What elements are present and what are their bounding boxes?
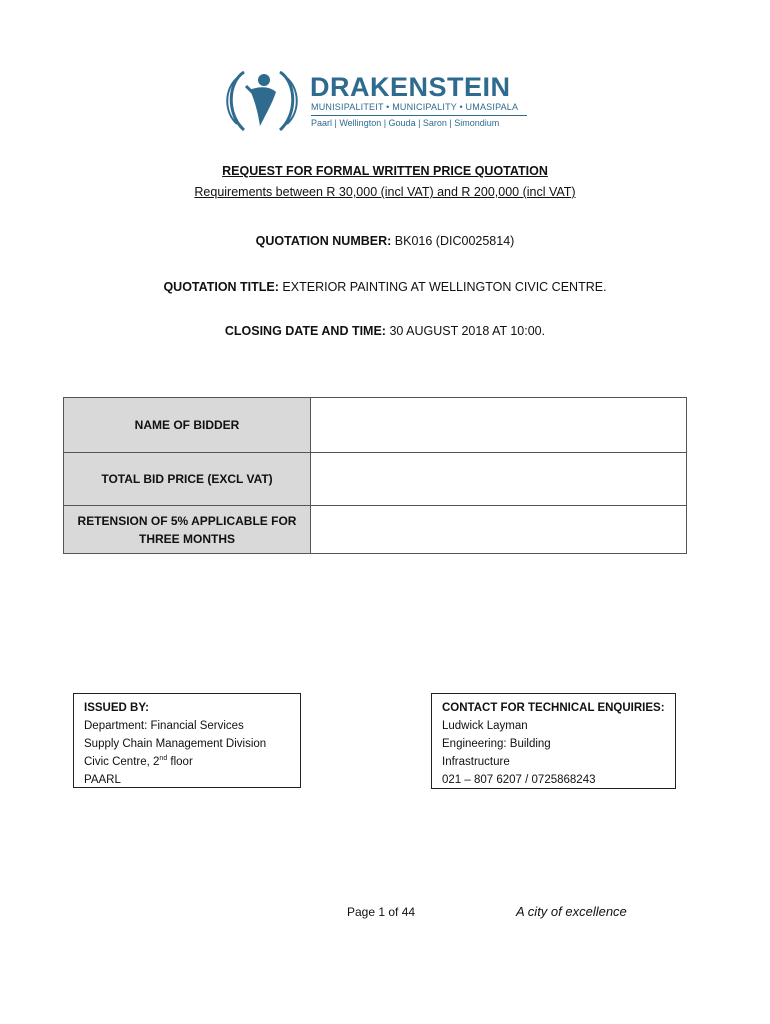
quotation-title [0,280,770,294]
contact-phone: 021 – 807 6207 / 0725868243 [442,774,596,786]
document-subtitle: Requirements between R 30,000 (incl VAT) and R 200,000 (incl VAT) [194,185,576,199]
document-title: REQUEST FOR FORMAL WRITTEN PRICE QUOTATION [222,164,548,178]
table-row [64,453,687,506]
closing-date-label: CLOSING DATE AND TIME: [224,324,386,338]
bid-table [63,397,687,554]
logo-divider [311,115,527,116]
bidder-name-label: NAME OF BIDDER [64,398,311,453]
logo-towns: Paarl | Wellington | Gouda | Saron | Simondium [311,118,500,128]
issued-by-heading: ISSUED BY: [84,702,149,714]
retension-field[interactable] [311,506,687,554]
issued-by-box [73,693,301,788]
quotation-number [0,234,770,248]
technical-contact-box [431,693,676,789]
closing-date [0,324,770,338]
quotation-number-value: BK016 (DIC0025814) [394,234,515,248]
issued-by-city: PAARL [84,774,121,786]
bidder-name-field[interactable] [311,398,687,453]
municipality-emblem-icon [222,64,302,136]
page-number: Page 1 of 44 [347,905,416,919]
quotation-title-label: QUOTATION TITLE: [163,280,279,294]
closing-date-value: 30 AUGUST 2018 AT 10:00. [389,324,546,338]
quotation-number-label: QUOTATION NUMBER: [255,234,392,248]
contact-department: Engineering: Building [442,738,551,750]
total-bid-price-field[interactable] [311,453,687,506]
quotation-title-value: EXTERIOR PAINTING AT WELLINGTON CIVIC CENTRE. [282,280,607,294]
issued-by-department: Department: Financial Services [84,720,244,732]
retension-label: RETENSION OF 5% APPLICABLE FOR THREE MONTHS [64,506,311,554]
contact-name: Ludwick Layman [442,720,528,732]
logo-subtitle: MUNISIPALITEIT • MUNICIPALITY • UMASIPALA [311,102,519,112]
issued-by-address: Civic Centre, 2nd floor [84,755,193,768]
logo-wordmark: DRAKENSTEIN [310,72,511,102]
table-row [64,398,687,453]
contact-heading: CONTACT FOR TECHNICAL ENQUIRIES: [442,702,665,714]
total-bid-price-label: TOTAL BID PRICE (EXCL VAT) [64,453,311,506]
drakenstein-logo [222,64,532,136]
city-motto: A city of excellence [516,904,627,919]
table-row [64,506,687,554]
contact-department-cont: Infrastructure [442,756,510,768]
issued-by-division: Supply Chain Management Division [84,738,267,750]
